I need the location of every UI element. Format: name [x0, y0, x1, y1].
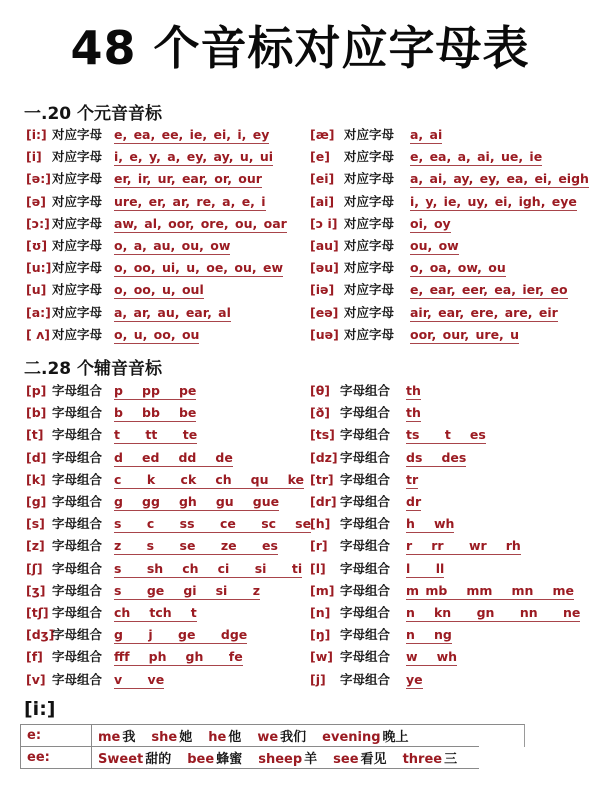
vowels-heading: 一.20 个元音音标 — [24, 104, 163, 124]
row-label: 字母组合 — [340, 383, 391, 398]
phonetic-row — [310, 213, 451, 235]
ipa-symbol: [p] — [26, 383, 47, 398]
ipa-symbol: [u:] — [26, 260, 52, 276]
letter-combinations: e, ea, ee, ie, ei, i, ey — [114, 127, 270, 142]
phonetic-row — [310, 513, 454, 535]
letter-combinations: i, e, y, a, ey, ay, u, ui — [114, 149, 274, 165]
row-label: 对应字母 — [344, 260, 395, 276]
letter-combinations: h wh — [406, 516, 455, 532]
english-word: bee — [187, 752, 215, 767]
ipa-symbol: [n] — [310, 605, 331, 620]
example-words — [92, 725, 480, 747]
row-label: 对应字母 — [344, 127, 395, 142]
ipa-symbol: [tʃ] — [26, 605, 49, 620]
phonetic-row — [26, 624, 247, 646]
letter-combinations: er, ir, ur, ear, or, our — [114, 171, 262, 187]
phonetic-row — [310, 302, 558, 324]
phonetic-row — [310, 580, 574, 602]
ipa-symbol: [h] — [310, 516, 331, 532]
phonetic-row — [310, 558, 444, 580]
ipa-symbol: [a:] — [26, 304, 51, 320]
row-label: 对应字母 — [344, 304, 395, 320]
row-label: 字母组合 — [52, 605, 103, 620]
phonetic-row — [26, 324, 199, 346]
letter-combinations: t tt te — [114, 427, 198, 443]
row-label: 对应字母 — [344, 282, 395, 298]
letter-combinations: ch tch t — [114, 605, 197, 620]
phonetic-row — [26, 447, 233, 469]
row-label: 字母组合 — [52, 627, 103, 643]
english-word: three — [402, 752, 443, 767]
letter-combinations: ou, ow — [410, 238, 459, 253]
ipa-symbol: [u] — [26, 282, 47, 298]
letter-combinations: ye — [406, 671, 423, 687]
phonetic-row — [26, 146, 273, 168]
letter-combinations: m mb mm mn me — [406, 582, 574, 598]
letter-combinations: oor, our, ure, u — [410, 326, 520, 342]
english-word: we — [257, 730, 279, 745]
letter-combinations: n ng — [406, 627, 452, 643]
ipa-symbol: [g] — [26, 494, 47, 509]
row-label: 字母组合 — [340, 449, 391, 465]
phonetic-row — [26, 124, 269, 146]
row-label: 对应字母 — [344, 193, 395, 209]
example-words — [92, 747, 480, 769]
row-label: 对应字母 — [52, 260, 103, 276]
row-label: 字母组合 — [340, 649, 391, 665]
letter-combinations: fff ph gh fe — [114, 649, 243, 665]
ipa-symbol: [r] — [310, 538, 328, 554]
row-label: 字母组合 — [340, 582, 391, 598]
row-label: 字母组合 — [52, 471, 103, 487]
example-row — [21, 747, 480, 769]
row-label: 对应字母 — [344, 238, 395, 253]
letter-combinations: b bb be — [114, 405, 197, 421]
chinese-meaning: 羊 — [304, 752, 318, 767]
ipa-symbol: [dr] — [310, 494, 337, 509]
ipa-symbol: [ð] — [310, 405, 331, 421]
letter-combinations: o, oo, ui, u, oe, ou, ew — [114, 260, 284, 276]
phonetic-row — [310, 279, 568, 301]
row-label: 字母组合 — [340, 471, 391, 487]
ipa-symbol: [ə:] — [26, 171, 51, 187]
row-label: 字母组合 — [52, 671, 103, 687]
chinese-meaning: 看见 — [360, 752, 387, 767]
chinese-meaning: 我 — [122, 730, 136, 745]
chinese-meaning: 蜂蜜 — [216, 752, 243, 767]
ipa-symbol: [ʃ] — [26, 560, 43, 576]
ipa-symbol: [d] — [26, 449, 47, 465]
letter-combinations: e, ea, a, ai, ue, ie — [410, 149, 543, 165]
letter-combinations: air, ear, ere, are, eir — [410, 304, 558, 320]
letter-combinations: ts t es — [406, 427, 486, 443]
ipa-symbol: [iə] — [310, 282, 335, 298]
phonetic-row — [310, 424, 486, 446]
letter-combinations: p pp pe — [114, 383, 197, 398]
ipa-symbol: [eə] — [310, 304, 339, 320]
row-label: 对应字母 — [52, 282, 103, 298]
phonetic-row — [26, 279, 204, 301]
phonetic-row — [26, 646, 243, 668]
spelling-key: ee: — [21, 747, 92, 769]
english-word: me — [98, 730, 121, 745]
ipa-symbol: [dʒ] — [26, 627, 55, 643]
phonetic-row — [310, 124, 442, 146]
ipa-symbol: [l] — [310, 560, 326, 576]
letter-combinations: d ed dd de — [114, 449, 233, 465]
ipa-symbol: [ei] — [310, 171, 335, 187]
ipa-symbol: [s] — [26, 516, 45, 532]
letter-combinations: i, y, ie, uy, ei, igh, eye — [410, 193, 577, 209]
row-label: 字母组合 — [340, 605, 391, 620]
ipa-symbol: [e] — [310, 149, 330, 165]
phonetic-row — [310, 469, 418, 491]
letter-combinations: e, ear, eer, ea, ier, eo — [410, 282, 568, 298]
row-label: 字母组合 — [340, 516, 391, 532]
letter-combinations: ure, er, ar, re, a, e, i — [114, 193, 266, 209]
letter-combinations: th — [406, 383, 421, 398]
ipa-symbol: [ŋ] — [310, 627, 331, 643]
phonetic-row — [310, 235, 459, 257]
letter-combinations: g gg gh gu gue — [114, 494, 280, 509]
row-label: 对应字母 — [52, 304, 103, 320]
letter-combinations: tr — [406, 471, 419, 487]
phonetic-row — [310, 491, 421, 513]
chinese-meaning: 她 — [179, 730, 193, 745]
letter-combinations: l ll — [406, 560, 445, 576]
ipa-symbol: [i:] — [26, 127, 47, 142]
ipa-symbol: [b] — [26, 405, 47, 421]
row-label: 字母组合 — [340, 405, 391, 421]
row-label: 对应字母 — [344, 326, 395, 342]
ipa-symbol: [t] — [26, 427, 44, 443]
letter-combinations: s c ss ce sc se — [114, 516, 312, 532]
phonetic-row — [26, 380, 196, 402]
phonetic-row — [26, 424, 197, 446]
phonetic-row — [310, 669, 423, 691]
row-label: 字母组合 — [52, 427, 103, 443]
ipa-symbol: [au] — [310, 238, 339, 253]
ipa-symbol: [uə] — [310, 326, 339, 342]
phonetic-row — [26, 558, 302, 580]
phonetic-row — [26, 580, 260, 602]
letter-combinations: oi, oy — [410, 215, 451, 231]
phonetic-row — [26, 535, 278, 557]
row-label: 字母组合 — [340, 671, 391, 687]
example-table — [20, 724, 479, 769]
row-label: 字母组合 — [52, 449, 103, 465]
letter-combinations: c k ck ch qu ke — [114, 471, 305, 487]
row-label: 字母组合 — [340, 627, 391, 643]
phonetic-row — [26, 257, 283, 279]
ipa-symbol: [v] — [26, 671, 46, 687]
row-label: 对应字母 — [344, 215, 395, 231]
phonetic-row — [26, 513, 311, 535]
ipa-symbol: [tr] — [310, 471, 334, 487]
row-label: 字母组合 — [52, 405, 103, 421]
row-label: 对应字母 — [52, 171, 103, 187]
phonetic-row — [310, 380, 421, 402]
ipa-symbol: [w] — [310, 649, 333, 665]
letter-combinations: n kn gn nn ne — [406, 605, 581, 620]
phonetic-row — [310, 324, 519, 346]
phonetic-row — [310, 646, 457, 668]
phonetic-row — [310, 168, 589, 190]
row-label: 字母组合 — [340, 494, 391, 509]
letter-combinations: dr — [406, 494, 422, 509]
row-label: 字母组合 — [52, 560, 103, 576]
phonetic-row — [310, 447, 466, 469]
row-label: 字母组合 — [340, 427, 391, 443]
ipa-symbol: [æ] — [310, 127, 335, 142]
chinese-meaning: 甜的 — [145, 752, 172, 767]
english-word: see — [333, 752, 359, 767]
ipa-symbol: [ə] — [26, 193, 46, 209]
row-label: 对应字母 — [52, 127, 103, 142]
phonetic-row — [310, 257, 506, 279]
letter-combinations: s ge gi si z — [114, 582, 261, 598]
letter-combinations: r rr wr rh — [406, 538, 521, 554]
ipa-symbol: [ʊ] — [26, 238, 48, 253]
ipa-symbol: [ɔ:] — [26, 215, 50, 231]
ipa-symbol: [ts] — [310, 427, 335, 443]
english-word: she — [151, 730, 178, 745]
phonetic-row — [310, 535, 521, 557]
ipa-symbol: [ ʌ] — [26, 326, 50, 342]
ipa-symbol: [i] — [26, 149, 42, 165]
chinese-meaning: 晚上 — [382, 730, 409, 745]
letter-combinations: a, ar, au, ear, al — [114, 304, 231, 320]
row-label: 对应字母 — [52, 215, 103, 231]
ipa-symbol: [dz] — [310, 449, 338, 465]
letter-combinations: o, a, au, ou, ow — [114, 238, 231, 253]
english-word: sheep — [258, 752, 303, 767]
ipa-symbol: [m] — [310, 582, 335, 598]
letter-combinations: w wh — [406, 649, 458, 665]
ipa-symbol: [f] — [26, 649, 43, 665]
letter-combinations: o, u, oo, ou — [114, 326, 200, 342]
chinese-meaning: 三 — [444, 752, 458, 767]
row-label: 字母组合 — [340, 560, 391, 576]
phonetic-row — [26, 469, 304, 491]
example-row — [21, 725, 480, 747]
row-label: 对应字母 — [344, 149, 395, 165]
phonetic-row — [26, 213, 287, 235]
ipa-symbol: [z] — [26, 538, 45, 554]
letter-combinations: g j ge dge — [114, 627, 248, 643]
page-title: 48 个音标对应字母表 — [70, 21, 530, 75]
english-word: Sweet — [98, 752, 144, 767]
row-label: 字母组合 — [52, 582, 103, 598]
phonetic-row — [310, 402, 421, 424]
letter-combinations: s sh ch ci si ti — [114, 560, 303, 576]
chinese-meaning: 他 — [228, 730, 242, 745]
row-label: 字母组合 — [52, 383, 103, 398]
row-label: 字母组合 — [52, 649, 103, 665]
row-label: 字母组合 — [52, 538, 103, 554]
letter-combinations: v ve — [114, 671, 165, 687]
english-word: evening — [322, 730, 381, 745]
row-label: 对应字母 — [52, 193, 103, 209]
row-label: 对应字母 — [344, 171, 395, 187]
letter-combinations: o, oa, ow, ou — [410, 260, 506, 276]
ipa-symbol: [j] — [310, 671, 326, 687]
letter-combinations: a, ai, ay, ey, ea, ei, eigh — [410, 171, 589, 187]
ipa-symbol: [θ] — [310, 383, 331, 398]
example-heading: [i:] — [24, 698, 56, 720]
phonetic-row — [26, 491, 279, 513]
phonetic-row — [26, 168, 262, 190]
row-label: 对应字母 — [52, 149, 103, 165]
phonetic-row — [26, 235, 230, 257]
phonetic-row — [26, 602, 197, 624]
phonetic-row — [310, 624, 452, 646]
letter-combinations: th — [406, 405, 421, 421]
row-label: 字母组合 — [52, 516, 103, 532]
phonetic-row — [310, 191, 577, 213]
phonetic-row — [310, 146, 542, 168]
phonetic-row — [26, 402, 196, 424]
letter-combinations: aw, al, oor, ore, ou, oar — [114, 215, 287, 231]
english-word: he — [208, 730, 227, 745]
chinese-meaning: 我们 — [280, 730, 307, 745]
ipa-symbol: [ai] — [310, 193, 335, 209]
row-label: 对应字母 — [52, 238, 103, 253]
phonetic-row — [26, 669, 164, 691]
spelling-key: e: — [21, 725, 92, 747]
phonetic-row — [26, 302, 231, 324]
row-label: 对应字母 — [52, 326, 103, 342]
ipa-symbol: [əu] — [310, 260, 339, 276]
ipa-symbol: [ɔ i] — [310, 215, 338, 231]
consonants-heading: 二.28 个辅音音标 — [24, 359, 163, 379]
row-label: 字母组合 — [340, 538, 391, 554]
ipa-symbol: [ʒ] — [26, 582, 46, 598]
phonetic-row — [26, 191, 266, 213]
letter-combinations: ds des — [406, 449, 467, 465]
letter-combinations: a, ai — [410, 127, 443, 142]
letter-combinations: z s se ze es — [114, 538, 278, 554]
letter-combinations: o, oo, u, oul — [114, 282, 204, 298]
row-label: 字母组合 — [52, 494, 103, 509]
ipa-symbol: [k] — [26, 471, 46, 487]
phonetic-row — [310, 602, 580, 624]
